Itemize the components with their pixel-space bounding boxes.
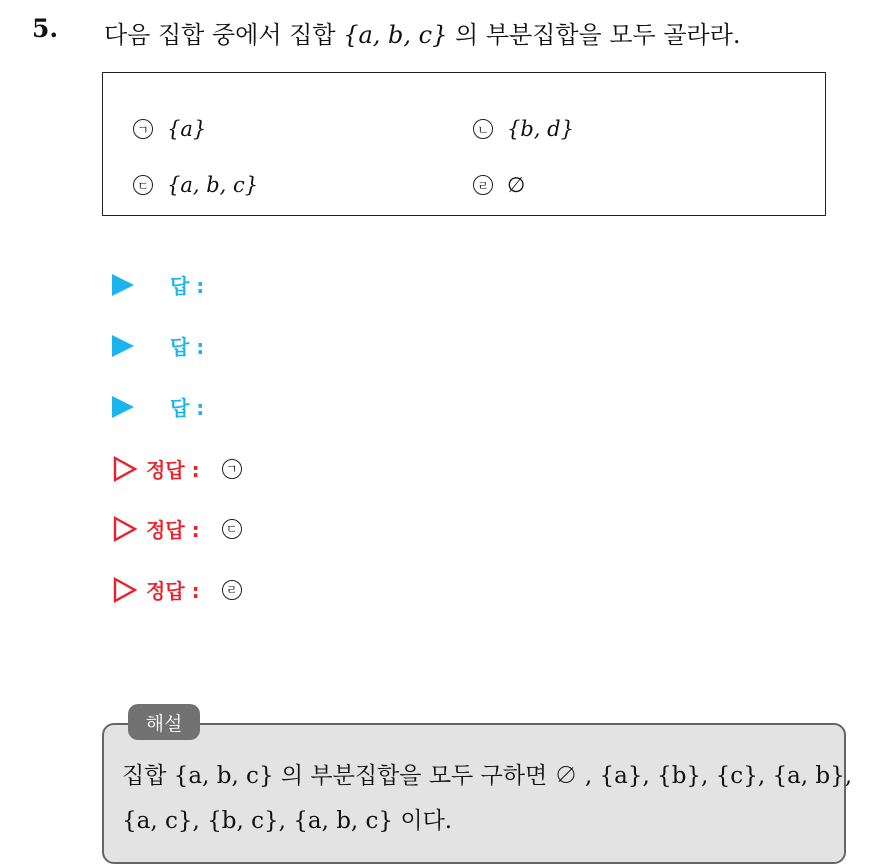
answer-label: 답 : — [170, 274, 205, 298]
solution-row-3 — [112, 575, 242, 604]
solution-row-1 — [112, 454, 242, 483]
solution-label: 정답 : — [146, 518, 200, 542]
solution-label: 정답 : — [146, 579, 200, 603]
choice-value: {b, d} — [507, 117, 574, 141]
triangle-outline-icon — [112, 577, 138, 603]
choice-3 — [133, 173, 258, 197]
choice-value: {a} — [167, 117, 207, 141]
explanation-line-2: {a, c}, {b, c}, {a, b, c} 이다. — [122, 808, 453, 834]
question-text-after: 의 부분집합을 모두 골라라. — [455, 21, 741, 49]
question-set: {a, b, c} — [343, 21, 448, 49]
choice-4 — [473, 173, 525, 197]
question-number: 5. — [32, 14, 59, 43]
explanation-line-1: 집합 {a, b, c} 의 부분집합을 모두 구하면 ∅ , {a}, {b}, {c}, {a, b}, — [122, 763, 853, 789]
solution-row-2 — [112, 514, 242, 543]
answer-label: 답 : — [170, 335, 205, 359]
answer-row-2 — [112, 331, 204, 360]
solution-marker: ㄱ — [222, 459, 242, 479]
answer-label: 답 : — [170, 396, 205, 420]
answer-row-1 — [112, 270, 204, 299]
choice-2 — [473, 117, 574, 141]
choice-marker: ㄹ — [473, 175, 493, 195]
choice-marker: ㄷ — [133, 175, 153, 195]
play-arrow-icon — [112, 335, 134, 357]
play-arrow-icon — [112, 274, 134, 296]
question-text — [104, 15, 741, 50]
choice-value: {a, b, c} — [167, 173, 259, 197]
explanation-box — [102, 723, 846, 864]
solution-marker: ㄷ — [222, 519, 242, 539]
solution-label: 정답 : — [146, 458, 200, 482]
choice-1 — [133, 117, 206, 141]
choice-marker: ㄱ — [133, 119, 153, 139]
answer-row-3 — [112, 392, 204, 421]
choice-box — [102, 72, 826, 216]
triangle-outline-icon — [112, 516, 138, 542]
explanation-tag: 해설 — [128, 704, 200, 740]
triangle-outline-icon — [112, 456, 138, 482]
question-text-before: 다음 집합 중에서 집합 — [104, 21, 336, 49]
choice-marker: ㄴ — [473, 119, 493, 139]
solution-marker: ㄹ — [222, 580, 242, 600]
choice-value: ∅ — [507, 173, 526, 197]
play-arrow-icon — [112, 396, 134, 418]
